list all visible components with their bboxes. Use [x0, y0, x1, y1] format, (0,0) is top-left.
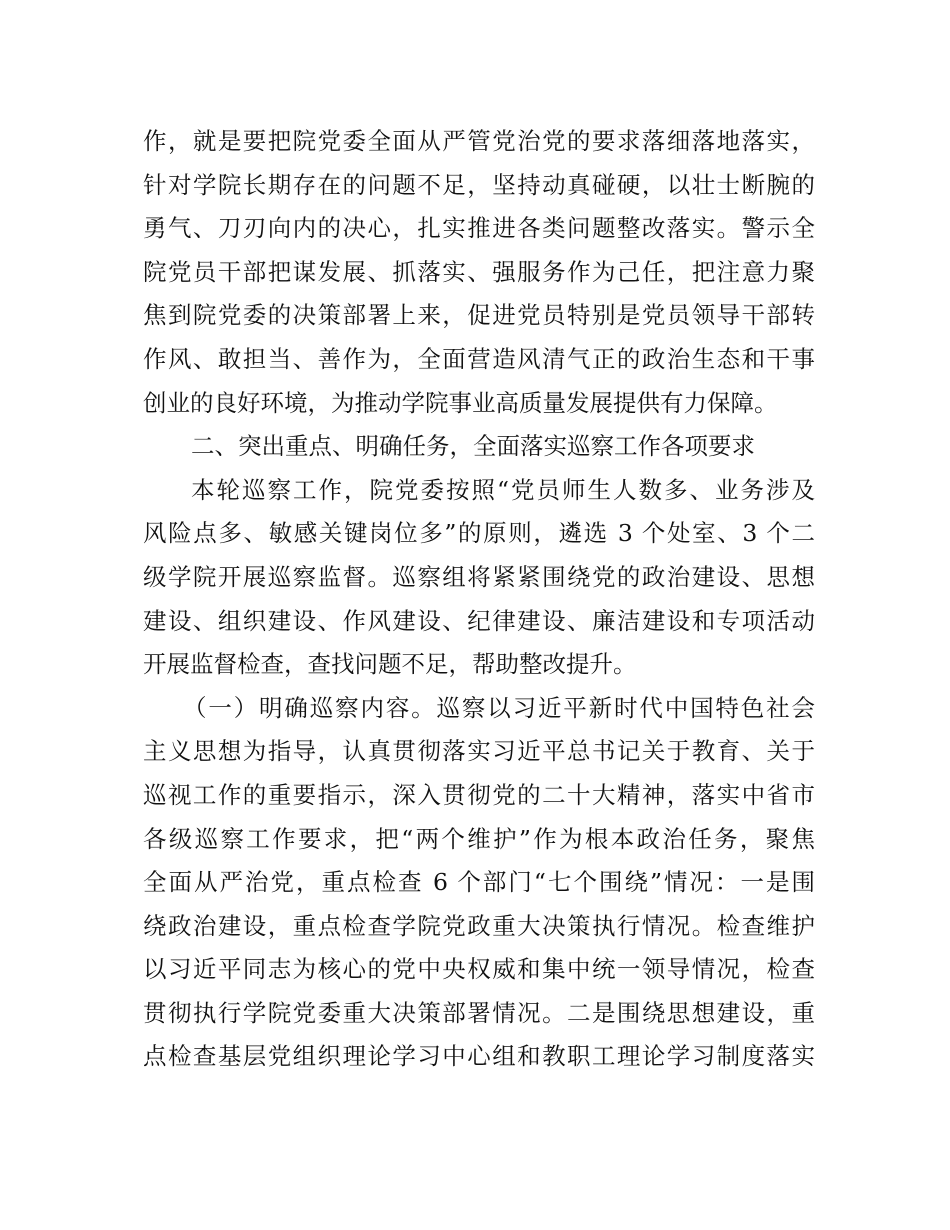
document-body	[143, 120, 815, 1079]
paragraph-line: 焦到院党委的决策部署上来，促进党员特别是党员领导干部转	[143, 301, 815, 330]
paragraph-line: 针对学院长期存在的问题不足，坚持动真碰硬，以壮士断腕的	[143, 170, 815, 199]
paragraph-line: 作，就是要把院党委全面从严管党治党的要求落细落地落实，	[143, 127, 815, 155]
paragraph-line: 贯彻执行学院党委重大决策部署情况。二是围绕思想建设，重	[143, 998, 815, 1027]
paragraph-line: 以习近平同志为核心的党中央权威和集中统一领导情况，检查	[143, 955, 815, 984]
paragraph-line: 点检查基层党组织理论学习中心组和教职工理论学习制度落实	[143, 1042, 815, 1071]
paragraph-line: 各级巡察工作要求，把“两个维护”作为根本政治任务，聚焦	[143, 824, 815, 853]
paragraph-line: 风险点多、敏感关键岗位多”的原则，遴选 3 个处室、3 个二	[143, 519, 815, 548]
paragraph-line: 创业的良好环境，为推动学院事业高质量发展提供有力保障。	[143, 388, 778, 417]
paragraph-line: 院党员干部把谋发展、抓落实、强服务作为己任，把注意力聚	[143, 257, 815, 286]
paragraph-line: 级学院开展巡察监督。巡察组将紧紧围绕党的政治建设、思想	[143, 562, 815, 591]
paragraph-line: 绕政治建设，重点检查学院党政重大决策执行情况。检查维护	[143, 911, 815, 940]
paragraph-line: 本轮巡察工作，院党委按照“党员师生人数多、业务涉及	[191, 475, 815, 504]
subsection-line: （一）明确巡察内容。巡察以习近平新时代中国特色社会	[183, 693, 815, 722]
paragraph-line: 作风、敢担当、善作为，全面营造风清气正的政治生态和干事	[143, 344, 815, 373]
paragraph-line: 建设、组织建设、作风建设、纪律建设、廉洁建设和专项活动	[143, 606, 815, 635]
paragraph-line: 主义思想为指导，认真贯彻落实习近平总书记关于教育、关于	[143, 737, 815, 766]
section-heading: 二、突出重点、明确任务，全面落实巡察工作各项要求	[191, 432, 755, 461]
paragraph-line: 勇气、刀刃向内的决心，扎实推进各类问题整改落实。警示全	[143, 214, 815, 243]
paragraph-line: 巡视工作的重要指示，深入贯彻党的二十大精神，落实中省市	[143, 780, 815, 809]
paragraph-line: 开展监督检查，查找问题不足，帮助整改提升。	[143, 650, 637, 679]
paragraph-line: 全面从严治党，重点检查 6 个部门“七个围绕”情况：一是围	[143, 868, 815, 897]
